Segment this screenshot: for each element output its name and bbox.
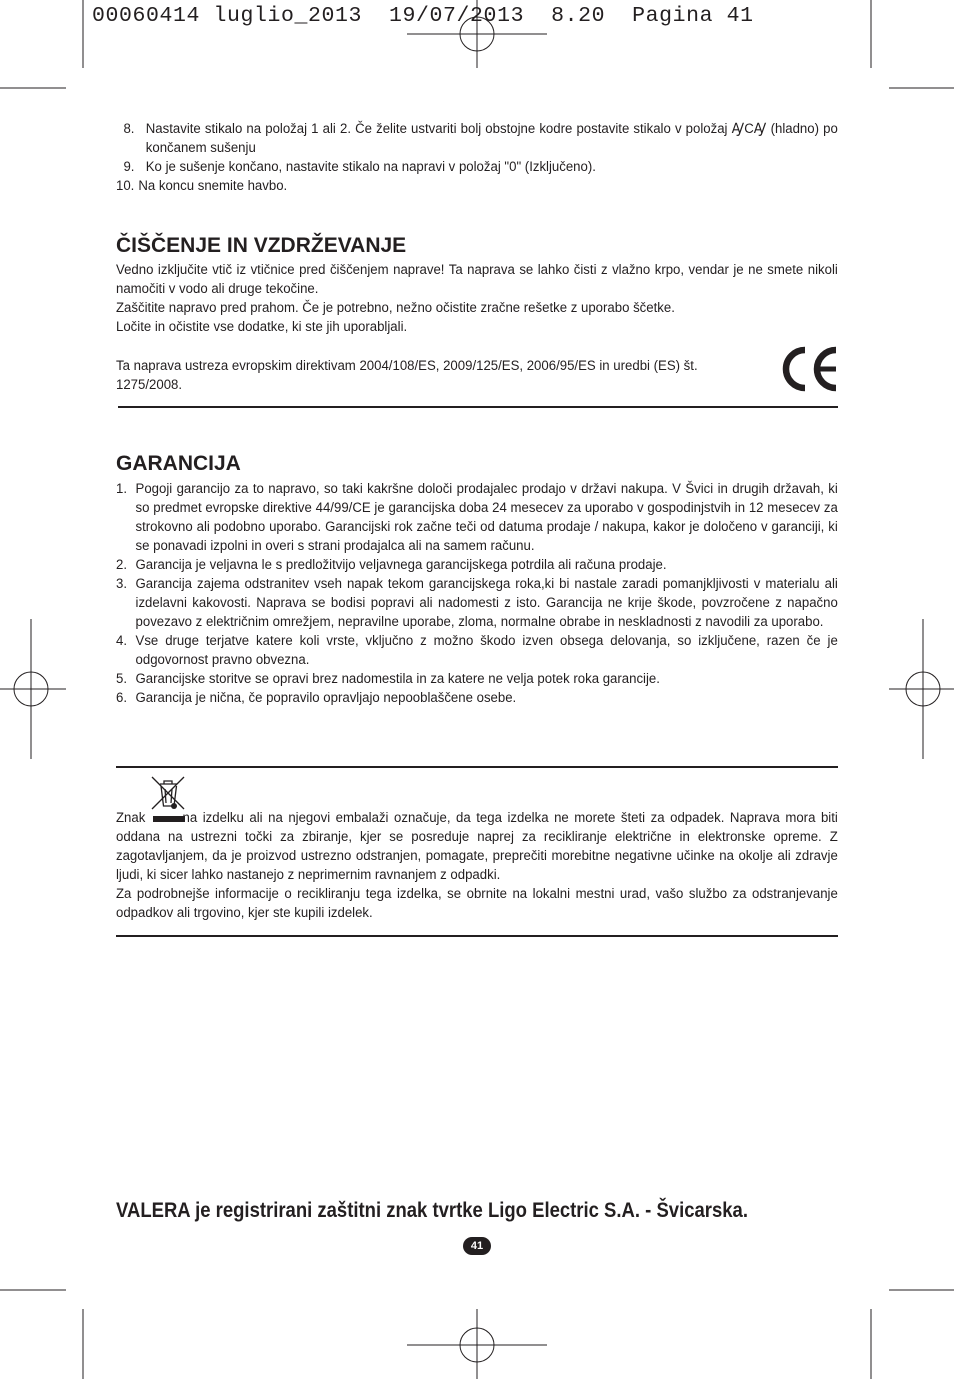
warranty-list [116, 480, 838, 708]
cleaning-heading: ČIŠČENJE IN VZDRŽEVANJE [116, 234, 407, 257]
section-divider [118, 406, 838, 408]
disposal-paragraph: Za podrobnejše informacije o recikliranju tega izdelka, se obrnite na lokalni mestni urad, vašo službo za odstranjevanje odpadkov ali trgovino, kjer ste kupili izdelek. [116, 886, 838, 921]
cleaning-paragraph: Ločite in očistite vse dodatke, ki ste jih uporabljali. [116, 319, 408, 335]
list-item: 2. Garancija je veljavna le s predložitvijo veljavnega garancijskega potrdila ali računa prodaje. [116, 557, 667, 573]
list-item: 4. Vse druge terjatve katere koli vrste, vključno z možno škodo izven obsega delovanja, so izključene, razen če je odgovornost pravno obvezna. [116, 633, 838, 668]
warranty-heading: GARANCIJA [116, 452, 241, 475]
list-item: 10. Na koncu snemite havbo. [116, 178, 288, 194]
directive-text: Ta naprava ustreza evropskim direktivam 2004/108/ES, 2009/125/ES, 2006/95/ES in uredbi (ES) št. 1275/2008. [116, 358, 698, 393]
list-item: 9. Ko je sušenje končano, nastavite stikalo na napravi v položaj "0" (Izključeno). [123, 159, 596, 175]
section-divider [116, 766, 838, 768]
disposal-notice [116, 809, 838, 923]
section-divider [116, 935, 838, 937]
page-number: 41 [463, 1237, 491, 1255]
print-slug: 00060414 luglio_2013 19/07/2013 8.20 Pagina 41 [92, 4, 754, 28]
list-item: 8. Nastavite stikalo na položaj 1 ali 2. Če želite ustvariti bolj obstojne kodre postavite stikalo v položaj ꜼCꜼ (hladno) po končanem sušenju [123, 121, 838, 156]
directive-block [116, 357, 766, 395]
list-item: 3. Garancija zajema odstranitev vseh napak tekom garancijskega roka,ki bi nastale zaradi pomanjkljivosti v materialu ali izdelavni kakovosti. Naprava se bodisi popravi ali nadomesti z isto. Garancija ne krije škode, povzročene z napačno povezavo z električnim omrežjem, nepravilne uporabe, zloma, normalne obrabe in neskladnosti z navodili za uporabo. [116, 576, 838, 630]
list-item: 1. Pogoji garancijo za to napravo, so taki kakršne določi prodajalec prodajo v državi nakupa. V Švici in drugih državah, ki so predmet evropske direktive 44/99/CE je garancijska doba 24 mesecev za uporabo v gospodinjstvih in 12 mesecev za strokovno ali podobno uporabo. Garancijski rok začne teči od datuma prodaje / nakupa, kakor je določeno v garanciji, ki se ponavadi izpolni in overi s strani prodajalca ali na samem računu. [116, 481, 838, 554]
list-item: 5. Garancijske storitve se opravi brez nadomestila in za katere ne velja potek roka garancije. [116, 671, 660, 687]
cleaning-paragraph: Vedno izključite vtič iz vtičnice pred čiščenjem naprave! Ta naprava se lahko čisti z vlažno krpo, vendar je ne smete nikoli namočiti v vodo ali druge tekočine. [116, 262, 838, 297]
drying-steps [116, 120, 838, 196]
steps-list [116, 120, 838, 196]
cleaning-section [116, 234, 838, 337]
trademark-notice: VALERA je registrirani zaštitni znak tvrtke Ligo Electric S.A. - Švicarska. [116, 1198, 748, 1222]
warranty-section [116, 452, 838, 708]
ce-mark-icon [778, 346, 840, 392]
disposal-paragraph: Znak na izdelku ali na njegovi embalaži označuje, da tega izdelka ne morete šteti za odpadek. Naprava mora biti oddana na ustrezni točki za zbiranje, kjer se posreduje naprej za recikliranje električne in elektronske opreme. Z zagotavljanjem, da je proizvod ustrezno odstranjen, pomagate, preprečiti morebitne negativne učinke na okolje ali zdravje ljudi, ki sicer lahko nastanejo z neprimernim ravnanjem z odpadki. [116, 810, 838, 883]
list-item: 6. Garancija je nična, če popravilo opravljajo nepooblaščene osebe. [116, 690, 517, 706]
cleaning-paragraph: Zaščitite napravo pred prahom. Če je potrebno, nežno očistite zračne rešetke z uporabo ščetke. [116, 300, 675, 316]
